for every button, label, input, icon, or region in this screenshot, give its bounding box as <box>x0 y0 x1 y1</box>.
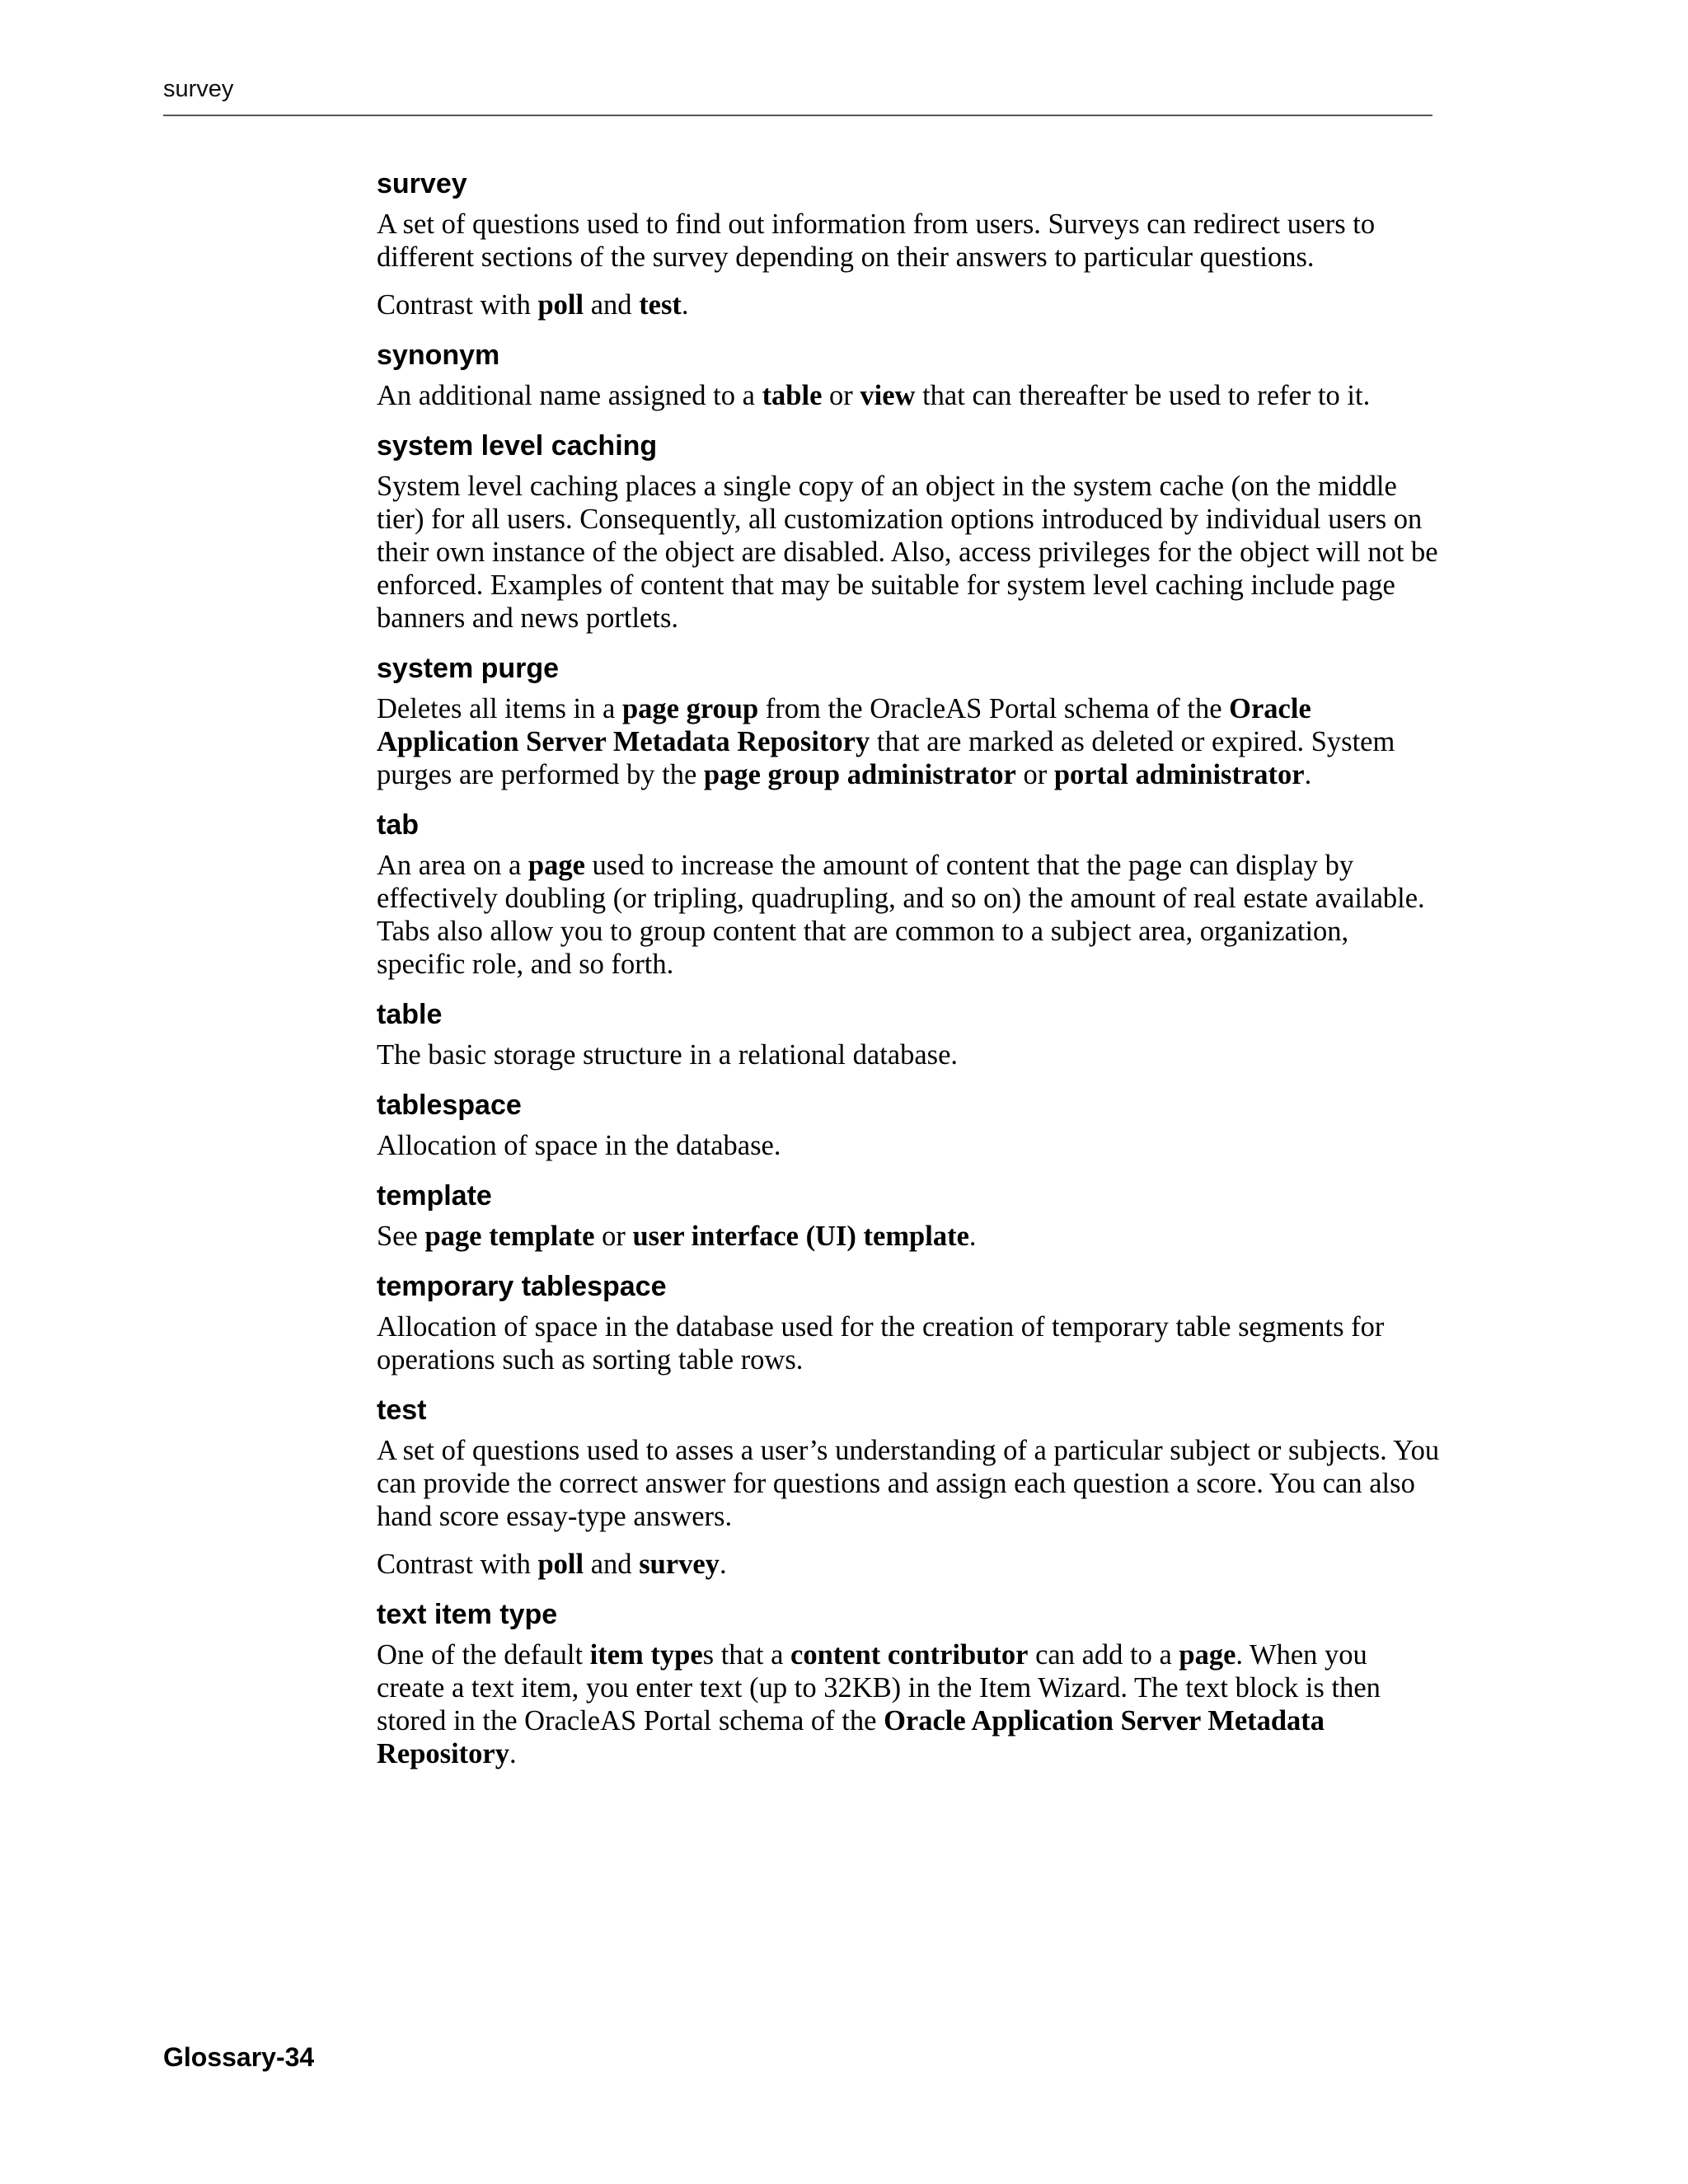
definition-paragraph <box>377 1638 1440 1770</box>
definition-paragraph <box>377 1220 1440 1253</box>
definition-text: . <box>681 289 689 321</box>
glossary-entry <box>377 165 1440 321</box>
definition-text: System level caching places a single copy of an object in the system cache (on the middle tier) for all users. Consequently, all customization options introduced by individual users on their own instance of the object are disabled. Also, access privileges for the object will not be enforced. Examples of content that may be suitable for system level caching include page banners and news portlets. <box>377 471 1438 634</box>
definition-text: A set of questions used to asses a user’s understanding of a particular subject or subjects. You can provide the correct answer for questions and assign each question a score. You can also hand score essay-type answers. <box>377 1435 1440 1532</box>
glossary-term: template <box>377 1180 492 1212</box>
glossary-term: tablespace <box>377 1090 522 1121</box>
definition-text: Deletes all items in a <box>377 693 622 724</box>
definition-paragraph <box>377 1434 1440 1533</box>
definition-text: A set of questions used to find out information from users. Surveys can redirect users to different sections of the survey depending on their answers to particular questions. <box>377 209 1376 273</box>
definition-text: An additional name assigned to a <box>377 380 762 411</box>
definition-text: or <box>594 1221 633 1252</box>
definition-text: Contrast with <box>377 289 538 321</box>
definition-paragraph <box>377 288 1440 321</box>
glossary-entries <box>377 165 1440 1785</box>
definition-text: or <box>1015 759 1054 790</box>
definition-paragraph <box>377 849 1440 981</box>
cross-reference-term: user interface (UI) template <box>632 1221 969 1252</box>
definition-text: that are marked as deleted or expired. System purges are performed by the <box>377 726 1395 790</box>
cross-reference-term: item type <box>589 1639 703 1671</box>
definition-text: that can thereafter be used to refer to it. <box>915 380 1371 411</box>
definition-text: Allocation of space in the database. <box>377 1130 781 1161</box>
cross-reference-term: content contributor <box>790 1639 1029 1671</box>
glossary-term: system purge <box>377 653 560 684</box>
cross-reference-term: portal administrator <box>1053 759 1305 790</box>
glossary-term: text item type <box>377 1599 558 1630</box>
definition-text: See <box>377 1221 425 1252</box>
glossary-term: temporary tablespace <box>377 1271 667 1302</box>
definition-text: One of the default <box>377 1639 590 1671</box>
definition-text: . <box>1304 759 1312 790</box>
definition-text: and <box>584 289 640 321</box>
glossary-entry <box>377 649 1440 791</box>
definition-text: or <box>822 380 860 411</box>
definition-paragraph <box>377 1129 1440 1162</box>
definition-text: . <box>719 1549 727 1580</box>
glossary-entry <box>377 996 1440 1071</box>
definition-text: s that a <box>702 1639 791 1671</box>
cross-reference-term: survey <box>639 1549 720 1580</box>
glossary-term: table <box>377 999 443 1030</box>
cross-reference-term: Oracle Application Server Metadata Repository <box>377 1705 1325 1769</box>
glossary-entry <box>377 1177 1440 1253</box>
page-number: Glossary-34 <box>163 2042 315 2072</box>
definition-paragraph <box>377 1310 1440 1376</box>
definition-text: Allocation of space in the database used for the creation of temporary table segments for operations such as sorting table rows. <box>377 1311 1385 1376</box>
cross-reference-term: page <box>1179 1639 1236 1671</box>
definition-paragraph <box>377 1548 1440 1581</box>
cross-reference-term: poll <box>537 1549 584 1580</box>
definition-paragraph <box>377 379 1440 412</box>
glossary-entry <box>377 1268 1440 1376</box>
definition-text: The basic storage structure in a relational database. <box>377 1039 959 1071</box>
definition-text: . <box>968 1221 977 1252</box>
definition-text: . When you create a text item, you enter text (up to 32KB) in the Item Wizard. The text block is then stored in the OracleAS Portal schema of the <box>377 1639 1381 1736</box>
definition-text: Contrast with <box>377 1549 538 1580</box>
definition-text: and <box>584 1549 640 1580</box>
cross-reference-term: test <box>639 289 682 321</box>
glossary-entry <box>377 1391 1440 1581</box>
definition-text: from the OracleAS Portal schema of the <box>758 693 1230 724</box>
glossary-entry <box>377 1596 1440 1770</box>
glossary-term: system level caching <box>377 430 658 462</box>
glossary-term: synonym <box>377 340 500 371</box>
cross-reference-term: table <box>762 380 823 411</box>
cross-reference-term: page group administrator <box>703 759 1016 790</box>
definition-text: can add to a <box>1028 1639 1179 1671</box>
glossary-term: test <box>377 1394 427 1426</box>
definition-paragraph <box>377 470 1440 635</box>
glossary-term: survey <box>377 168 467 199</box>
glossary-entry <box>377 336 1440 412</box>
definition-paragraph <box>377 208 1440 274</box>
cross-reference-term: view <box>860 380 916 411</box>
glossary-entry <box>377 806 1440 981</box>
glossary-term: tab <box>377 809 419 841</box>
cross-reference-term: page group <box>621 693 759 724</box>
definition-paragraph <box>377 692 1440 791</box>
running-header: survey <box>163 76 234 102</box>
definition-text: . <box>509 1738 517 1769</box>
definition-paragraph <box>377 1038 1440 1071</box>
glossary-entry <box>377 427 1440 635</box>
glossary-entry <box>377 1086 1440 1162</box>
header-rule <box>163 115 1432 116</box>
definition-text: An area on a <box>377 850 528 881</box>
cross-reference-term: page <box>528 850 585 881</box>
cross-reference-term: poll <box>537 289 584 321</box>
definition-text: used to increase the amount of content that the page can display by effectively doubling (or tripling, quadrupling, and so on) the amount of real estate available. Tabs also allow you to group content that are common to a subject area, organization, specific role, and so forth. <box>377 850 1425 980</box>
cross-reference-term: page template <box>424 1221 595 1252</box>
cross-reference-term: Oracle Application Server Metadata Repository <box>377 693 1311 757</box>
